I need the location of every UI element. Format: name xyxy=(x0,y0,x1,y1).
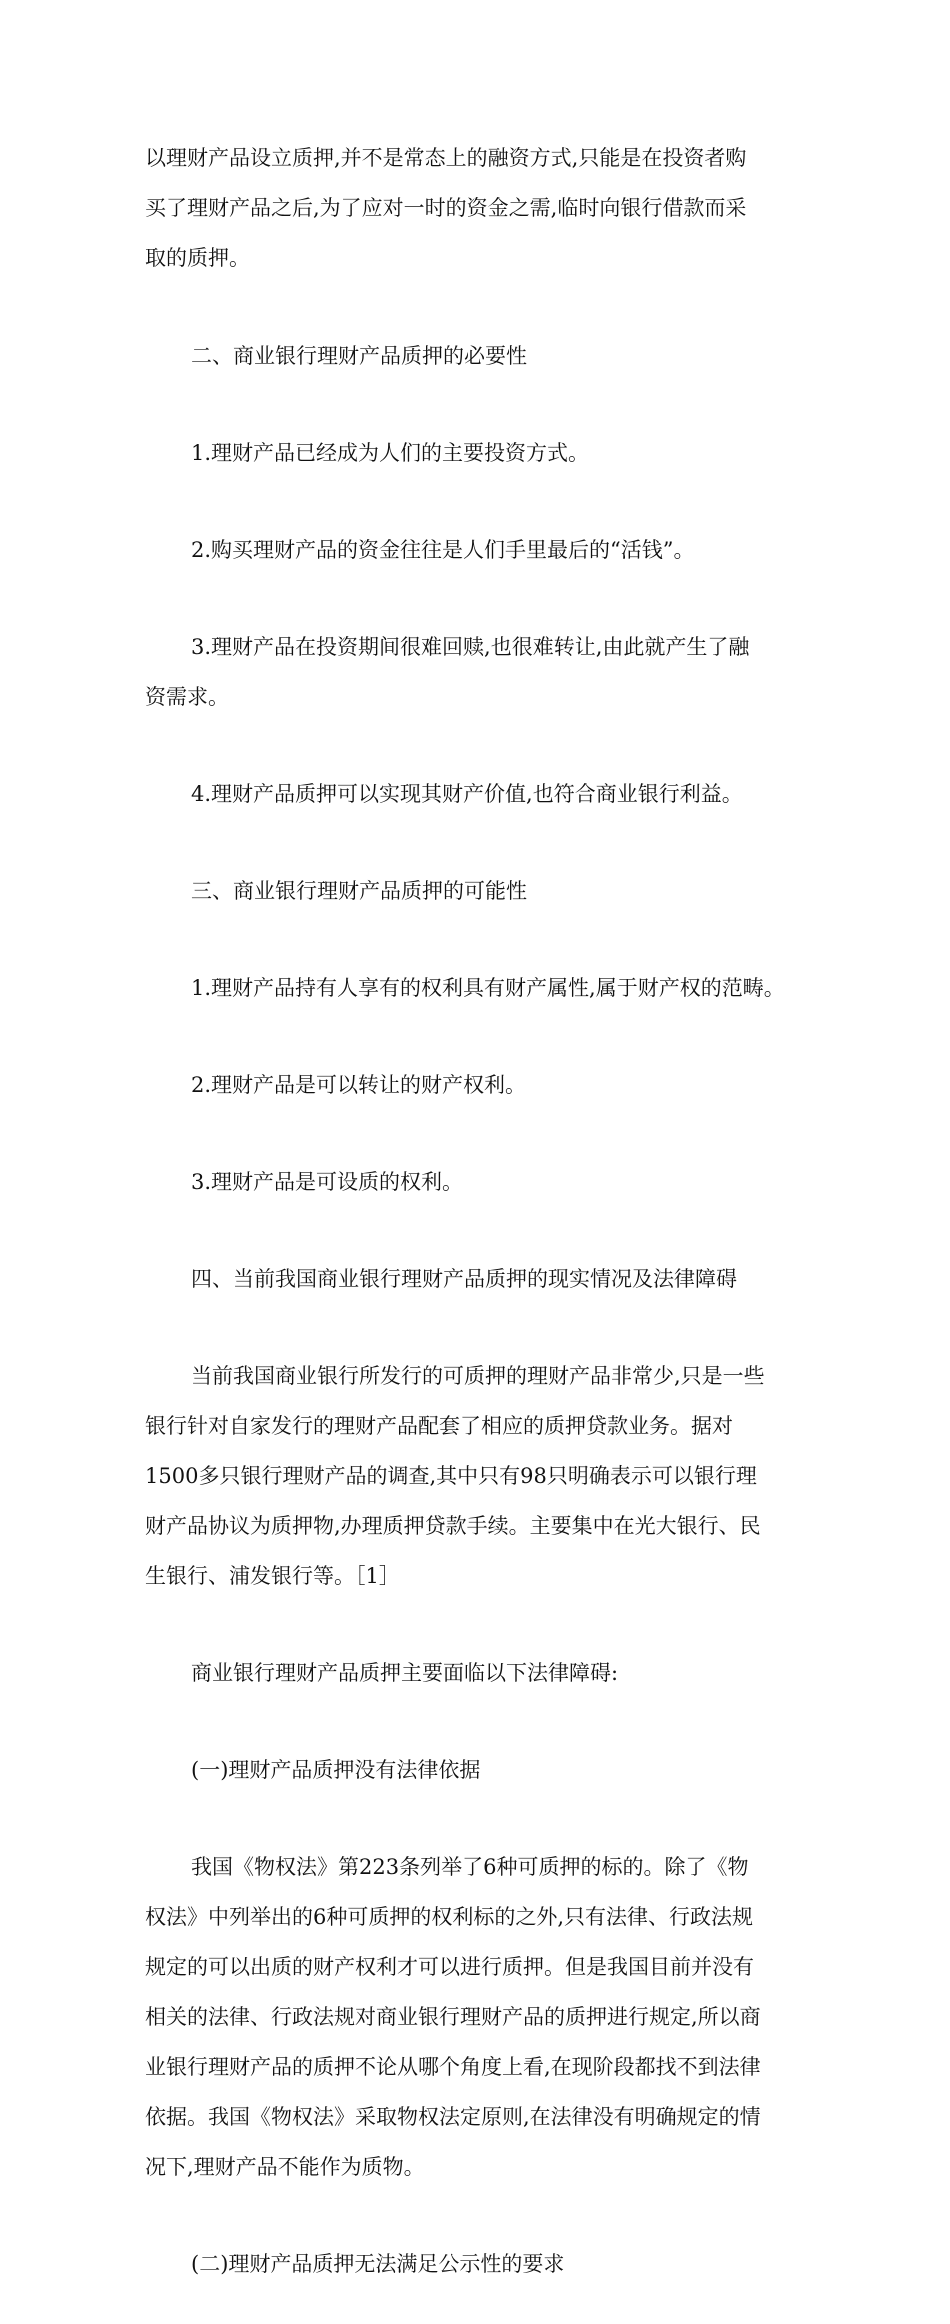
list-item xyxy=(145,513,813,588)
text-line: 1.理财产品持有人享有的权利具有财产属性,属于财产权的范畴。 xyxy=(191,976,785,1000)
body-paragraph xyxy=(145,121,813,296)
text-line: (一)理财产品质押没有法律依据 xyxy=(191,1758,481,1782)
text-line: 资需求。 xyxy=(145,685,229,709)
text-line: 生银行、浦发银行等。［1］ xyxy=(145,1564,400,1588)
text-line: 银行针对自家发行的理财产品配套了相应的质押贷款业务。据对 xyxy=(145,1414,733,1438)
text-line: (二)理财产品质押无法满足公示性的要求 xyxy=(191,2252,565,2276)
body-paragraph xyxy=(145,1339,813,1614)
text-line: 4.理财产品质押可以实现其财产价值,也符合商业银行利益。 xyxy=(191,782,743,806)
subsection-heading xyxy=(145,2227,813,2302)
document-page xyxy=(145,121,813,2324)
text-line: 当前我国商业银行所发行的可质押的理财产品非常少,只是一些 xyxy=(191,1364,765,1388)
text-line: 取的质押。 xyxy=(145,246,250,270)
text-line: 2.购买理财产品的资金往往是人们手里最后的“活钱”。 xyxy=(191,538,695,562)
text-line: 规定的可以出质的财产权利才可以进行质押。但是我国目前并没有 xyxy=(145,1955,754,1979)
text-line: 业银行理财产品的质押不论从哪个角度上看,在现阶段都找不到法律 xyxy=(145,2055,761,2079)
list-item xyxy=(145,610,813,735)
body-paragraph xyxy=(145,1830,813,2205)
text-line: 3.理财产品在投资期间很难回赎,也很难转让,由此就产生了融 xyxy=(191,635,750,659)
body-paragraph xyxy=(145,1636,813,1711)
list-item xyxy=(145,757,813,832)
text-line: 以理财产品设立质押,并不是常态上的融资方式,只能是在投资者购 xyxy=(145,146,747,170)
text-line: 二、商业银行理财产品质押的必要性 xyxy=(191,344,527,368)
list-item xyxy=(145,416,813,491)
list-item xyxy=(145,1048,813,1123)
section-heading xyxy=(145,1242,813,1317)
list-item xyxy=(145,1145,813,1220)
text-line: 三、商业银行理财产品质押的可能性 xyxy=(191,879,527,903)
text-line: 3.理财产品是可设质的权利。 xyxy=(191,1170,464,1194)
text-line: 1.理财产品已经成为人们的主要投资方式。 xyxy=(191,441,590,465)
text-line: 四、当前我国商业银行理财产品质押的现实情况及法律障碍 xyxy=(191,1267,737,1291)
text-line: 我国《物权法》第223条列举了6种可质押的标的。除了《物 xyxy=(191,1855,749,1879)
subsection-heading xyxy=(145,1733,813,1808)
section-heading xyxy=(145,319,813,394)
text-line: 1500多只银行理财产品的调查,其中只有98只明确表示可以银行理 xyxy=(145,1464,757,1488)
text-line: 财产品协议为质押物,办理质押贷款手续。主要集中在光大银行、民 xyxy=(145,1514,761,1538)
text-line: 权法》中列举出的6种可质押的权利标的之外,只有法律、行政法规 xyxy=(145,1905,754,1929)
text-line: 依据。我国《物权法》采取物权法定原则,在法律没有明确规定的情 xyxy=(145,2105,761,2129)
text-line: 况下,理财产品不能作为质物。 xyxy=(145,2155,425,2179)
text-line: 相关的法律、行政法规对商业银行理财产品的质押进行规定,所以商 xyxy=(145,2005,761,2029)
text-line: 2.理财产品是可以转让的财产权利。 xyxy=(191,1073,527,1097)
text-line: 买了理财产品之后,为了应对一时的资金之需,临时向银行借款而采 xyxy=(145,196,747,220)
text-line: 商业银行理财产品质押主要面临以下法律障碍: xyxy=(191,1661,619,1685)
list-item xyxy=(145,951,813,1026)
section-heading xyxy=(145,854,813,929)
